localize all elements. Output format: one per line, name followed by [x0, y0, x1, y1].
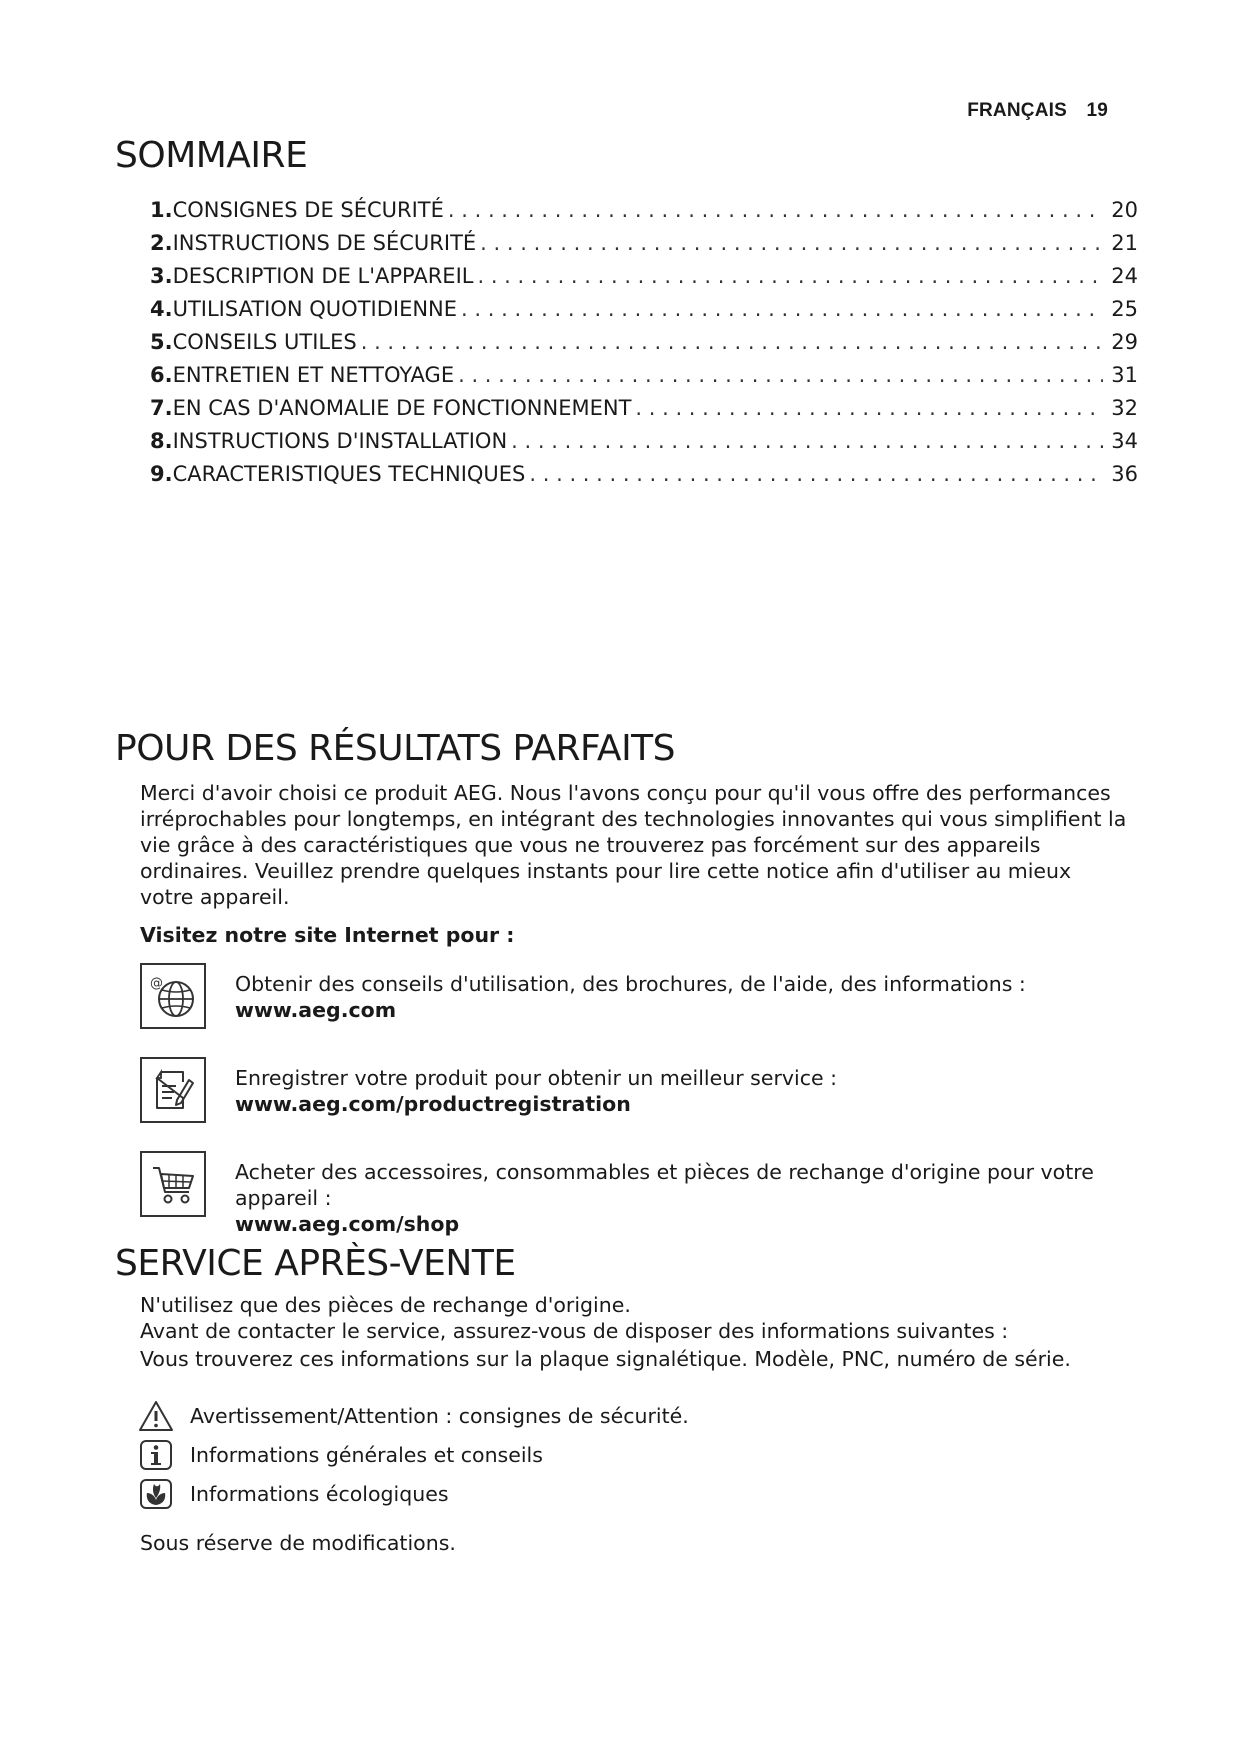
toc-entry[interactable]	[150, 363, 1138, 396]
toc-leader	[511, 429, 1103, 453]
warning-icon	[137, 1399, 175, 1433]
toc-page: 31	[1111, 363, 1138, 387]
toc-number: 2.	[150, 231, 173, 255]
link-description: Acheter des accessoires, consommables et pièces de rechange d'origine pour votre appareil :	[235, 1160, 1094, 1210]
toc-number: 7.	[150, 396, 173, 420]
eco-icon	[137, 1477, 175, 1511]
toc-title: CONSEILS UTILES	[172, 330, 357, 354]
toc-page: 32	[1111, 396, 1138, 420]
toc-page: 34	[1111, 429, 1138, 453]
toc-entry[interactable]	[150, 198, 1138, 231]
toc-leader	[480, 231, 1103, 255]
results-title: POUR DES RÉSULTATS PARFAITS	[115, 728, 676, 769]
legend-text: Informations générales et conseils	[190, 1442, 543, 1467]
toc-page: 29	[1111, 330, 1138, 354]
globe-icon	[140, 963, 206, 1029]
link-item-registration	[140, 1057, 1140, 1127]
toc-page: 24	[1111, 264, 1138, 288]
footer-note: Sous réserve de modifications.	[140, 1531, 456, 1555]
table-of-contents	[150, 198, 1138, 495]
info-icon	[137, 1438, 175, 1472]
website-link[interactable]: www.aeg.com	[235, 998, 397, 1022]
toc-entry[interactable]	[150, 231, 1138, 264]
toc-page: 36	[1111, 462, 1138, 486]
toc-page: 21	[1111, 231, 1138, 255]
toc-number: 5.	[150, 330, 173, 354]
legend-text: Informations écologiques	[190, 1481, 449, 1506]
visit-label: Visitez notre site Internet pour :	[140, 923, 515, 947]
toc-number: 4.	[150, 297, 173, 321]
toc-title: CARACTERISTIQUES TECHNIQUES	[172, 462, 526, 486]
shopping-cart-icon	[140, 1151, 206, 1217]
toc-leader	[458, 363, 1103, 387]
toc-title: ENTRETIEN ET NETTOYAGE	[172, 363, 455, 387]
intro-paragraph: Merci d'avoir choisi ce produit AEG. Nous l'avons conçu pour qu'il vous offre des performances irréprochables pour longtemps, en intégrant des technologies innovantes qui vous simplifient la vie grâce à des caractéristiques que vous ne trouverez pas forcément sur des appareils ordinaires. Veuillez prendre quelques instants pour lire cette notice afin d'utiliser au mieux votre appareil.	[140, 781, 1127, 909]
service-title: SERVICE APRÈS-VENTE	[115, 1243, 516, 1284]
registration-icon	[140, 1057, 206, 1123]
link-description: Obtenir des conseils d'utilisation, des brochures, de l'aide, des informations :	[235, 972, 1026, 996]
toc-entry[interactable]	[150, 462, 1138, 495]
link-item-info	[140, 963, 1140, 1033]
sommaire-title: SOMMAIRE	[115, 135, 308, 176]
symbol-legend	[137, 1396, 937, 1513]
toc-title: INSTRUCTIONS DE SÉCURITÉ	[172, 231, 477, 255]
toc-number: 8.	[150, 429, 173, 453]
toc-leader	[529, 462, 1103, 486]
toc-leader	[635, 396, 1103, 420]
service-line: Avant de contacter le service, assurez-vous de disposer des informations suivantes :	[140, 1319, 1009, 1343]
toc-leader	[461, 297, 1103, 321]
legend-item	[137, 1396, 937, 1435]
toc-title: CONSIGNES DE SÉCURITÉ	[172, 198, 444, 222]
toc-number: 6.	[150, 363, 173, 387]
service-line: N'utilisez que des pièces de rechange d'origine.	[140, 1293, 631, 1317]
toc-leader	[448, 198, 1103, 222]
legend-text: Avertissement/Attention : consignes de sécurité.	[190, 1403, 689, 1428]
toc-title: DESCRIPTION DE L'APPAREIL	[172, 264, 474, 288]
toc-entry[interactable]	[150, 264, 1138, 297]
legend-item	[137, 1474, 937, 1513]
toc-entry[interactable]	[150, 297, 1138, 330]
toc-number: 1.	[150, 198, 173, 222]
toc-entry[interactable]	[150, 396, 1138, 429]
toc-page: 20	[1111, 198, 1138, 222]
toc-page: 25	[1111, 297, 1138, 321]
toc-entry[interactable]	[150, 429, 1138, 462]
toc-title: EN CAS D'ANOMALIE DE FONCTIONNEMENT	[172, 396, 632, 420]
page-header	[967, 100, 1108, 122]
shop-link[interactable]: www.aeg.com/shop	[235, 1212, 460, 1236]
legend-item	[137, 1435, 937, 1474]
page-number: 19	[1086, 100, 1108, 121]
product-registration-link[interactable]: www.aeg.com/productregistration	[235, 1092, 631, 1116]
toc-number: 9.	[150, 462, 173, 486]
service-line: Vous trouverez ces informations sur la plaque signalétique. Modèle, PNC, numéro de série.	[140, 1347, 1071, 1371]
toc-title: UTILISATION QUOTIDIENNE	[172, 297, 458, 321]
toc-title: INSTRUCTIONS D'INSTALLATION	[172, 429, 508, 453]
toc-leader	[477, 264, 1103, 288]
toc-leader	[361, 330, 1104, 354]
link-item-shop	[140, 1151, 1140, 1241]
language-label: FRANÇAIS	[967, 100, 1067, 121]
svg-text:@: @	[150, 976, 163, 991]
link-description: Enregistrer votre produit pour obtenir un meilleur service :	[235, 1066, 838, 1090]
toc-entry[interactable]	[150, 330, 1138, 363]
toc-number: 3.	[150, 264, 173, 288]
